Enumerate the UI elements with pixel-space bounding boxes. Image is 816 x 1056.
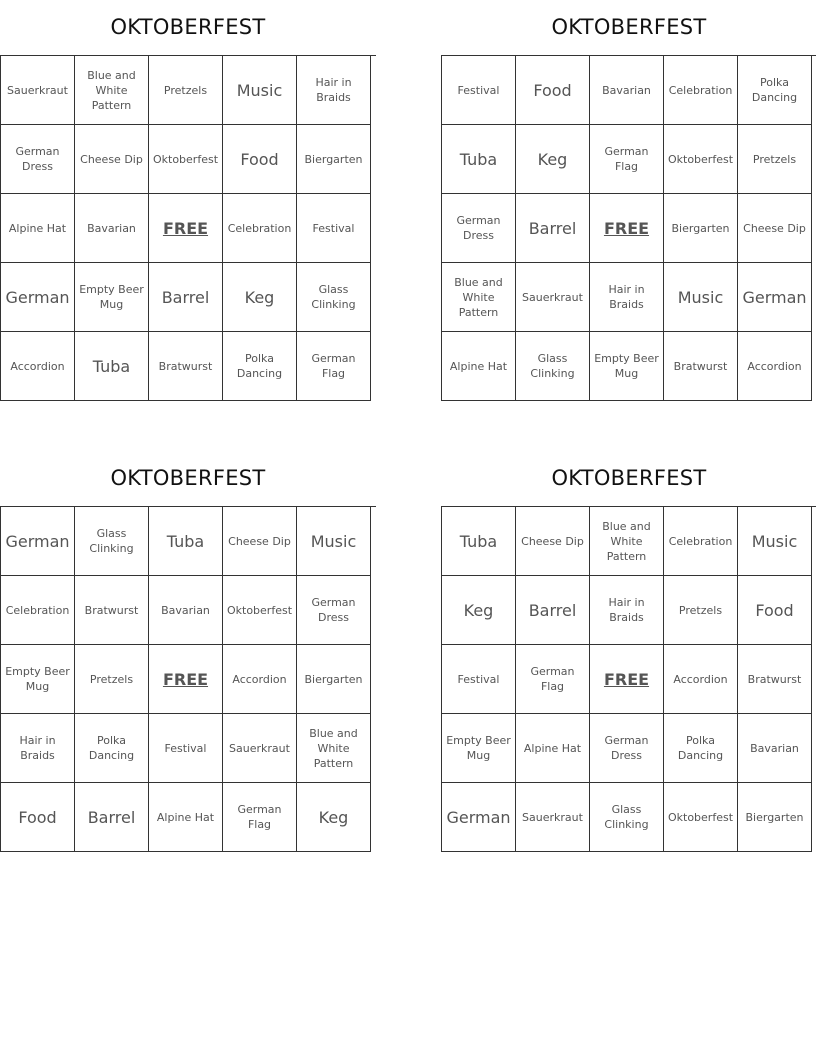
bingo-cell: Pretzels [738, 125, 812, 194]
bingo-cell: German Flag [590, 125, 664, 194]
bingo-card-4 [441, 451, 816, 852]
bingo-cell: Bratwurst [149, 332, 223, 401]
bingo-card-2 [441, 0, 816, 401]
bingo-cell: Hair in Braids [590, 576, 664, 645]
bingo-cell: Bratwurst [738, 645, 812, 714]
bingo-cell: Polka Dancing [664, 714, 738, 783]
bingo-cell: Tuba [442, 507, 516, 576]
bingo-cell: Alpine Hat [1, 194, 75, 263]
bingo-grid [0, 55, 376, 401]
bingo-cell: Biergarten [297, 125, 371, 194]
bingo-cell: Music [223, 56, 297, 125]
bingo-cell: Barrel [75, 783, 149, 852]
bingo-cell: Food [516, 56, 590, 125]
bingo-cell: Cheese Dip [223, 507, 297, 576]
bingo-grid [441, 55, 816, 401]
bingo-cell: Sauerkraut [223, 714, 297, 783]
bingo-cell: German Flag [297, 332, 371, 401]
card-title: OKTOBERFEST [551, 466, 707, 490]
bingo-cell: Bavarian [75, 194, 149, 263]
bingo-cell: Oktoberfest [223, 576, 297, 645]
bingo-cell: Oktoberfest [149, 125, 223, 194]
bingo-cell: Tuba [442, 125, 516, 194]
bingo-cell: German Flag [223, 783, 297, 852]
bingo-cell: Bavarian [590, 56, 664, 125]
bingo-cell: Blue and White Pattern [75, 56, 149, 125]
bingo-cell: Hair in Braids [1, 714, 75, 783]
bingo-cell: Glass Clinking [590, 783, 664, 852]
bingo-cell: Biergarten [738, 783, 812, 852]
bingo-cell: Glass Clinking [297, 263, 371, 332]
bingo-cell: German Dress [442, 194, 516, 263]
bingo-cell: Alpine Hat [149, 783, 223, 852]
bingo-cell: Glass Clinking [75, 507, 149, 576]
bingo-cell: Food [223, 125, 297, 194]
bingo-card-3 [0, 451, 376, 852]
bingo-cell: German Flag [516, 645, 590, 714]
bingo-cell: German Dress [1, 125, 75, 194]
bingo-cell: Celebration [664, 56, 738, 125]
bingo-cell: Bavarian [738, 714, 812, 783]
bingo-cell: Celebration [664, 507, 738, 576]
bingo-card-1 [0, 0, 376, 401]
bingo-cell: Food [738, 576, 812, 645]
bingo-cell: Empty Beer Mug [590, 332, 664, 401]
bingo-cell: Music [297, 507, 371, 576]
bingo-cell: Barrel [149, 263, 223, 332]
bingo-cell: Empty Beer Mug [442, 714, 516, 783]
bingo-grid [441, 506, 816, 852]
free-space-cell: FREE [149, 645, 223, 714]
bingo-cell: Cheese Dip [738, 194, 812, 263]
bingo-cell: Blue and White Pattern [297, 714, 371, 783]
bingo-cell: Sauerkraut [516, 783, 590, 852]
bingo-cell: Pretzels [664, 576, 738, 645]
bingo-cell: Barrel [516, 576, 590, 645]
bingo-cell: Oktoberfest [664, 783, 738, 852]
bingo-cell: Empty Beer Mug [1, 645, 75, 714]
bingo-cell: German [442, 783, 516, 852]
bingo-cell: Accordion [1, 332, 75, 401]
card-title: OKTOBERFEST [110, 15, 266, 39]
bingo-cell: Blue and White Pattern [442, 263, 516, 332]
bingo-cell: Sauerkraut [516, 263, 590, 332]
bingo-cell: Tuba [75, 332, 149, 401]
bingo-cell: Blue and White Pattern [590, 507, 664, 576]
bingo-grid [0, 506, 376, 852]
bingo-cell: Biergarten [664, 194, 738, 263]
card-title: OKTOBERFEST [551, 15, 707, 39]
bingo-cell: Empty Beer Mug [75, 263, 149, 332]
bingo-cell: Polka Dancing [738, 56, 812, 125]
bingo-cell: German Dress [590, 714, 664, 783]
free-space-cell: FREE [149, 194, 223, 263]
bingo-cell: Sauerkraut [1, 56, 75, 125]
bingo-cell: Keg [516, 125, 590, 194]
bingo-cell: Festival [297, 194, 371, 263]
bingo-cell: Food [1, 783, 75, 852]
bingo-cell: Alpine Hat [442, 332, 516, 401]
bingo-cell: Keg [223, 263, 297, 332]
bingo-cell: Accordion [223, 645, 297, 714]
bingo-cell: Polka Dancing [223, 332, 297, 401]
bingo-cell: Bratwurst [664, 332, 738, 401]
bingo-cell: Tuba [149, 507, 223, 576]
bingo-cell: Festival [442, 645, 516, 714]
bingo-cell: Alpine Hat [516, 714, 590, 783]
free-space-cell: FREE [590, 194, 664, 263]
bingo-cell: Accordion [738, 332, 812, 401]
bingo-cell: Pretzels [75, 645, 149, 714]
bingo-cell: Music [664, 263, 738, 332]
bingo-cell: Festival [442, 56, 516, 125]
bingo-cell: Accordion [664, 645, 738, 714]
bingo-cell: Keg [297, 783, 371, 852]
bingo-cell: Pretzels [149, 56, 223, 125]
free-space-cell: FREE [590, 645, 664, 714]
bingo-cell: Music [738, 507, 812, 576]
bingo-cell: German Dress [297, 576, 371, 645]
bingo-cell: German [738, 263, 812, 332]
bingo-cell: Biergarten [297, 645, 371, 714]
bingo-cell: Festival [149, 714, 223, 783]
bingo-cell: Celebration [1, 576, 75, 645]
bingo-cell: German [1, 263, 75, 332]
bingo-cell: Oktoberfest [664, 125, 738, 194]
bingo-cell: German [1, 507, 75, 576]
card-title: OKTOBERFEST [110, 466, 266, 490]
bingo-cell: Keg [442, 576, 516, 645]
bingo-cell: Cheese Dip [75, 125, 149, 194]
bingo-cell: Bratwurst [75, 576, 149, 645]
bingo-cell: Celebration [223, 194, 297, 263]
bingo-cell: Hair in Braids [297, 56, 371, 125]
bingo-cell: Barrel [516, 194, 590, 263]
bingo-cell: Hair in Braids [590, 263, 664, 332]
bingo-cell: Glass Clinking [516, 332, 590, 401]
bingo-cell: Bavarian [149, 576, 223, 645]
bingo-cell: Cheese Dip [516, 507, 590, 576]
bingo-cell: Polka Dancing [75, 714, 149, 783]
